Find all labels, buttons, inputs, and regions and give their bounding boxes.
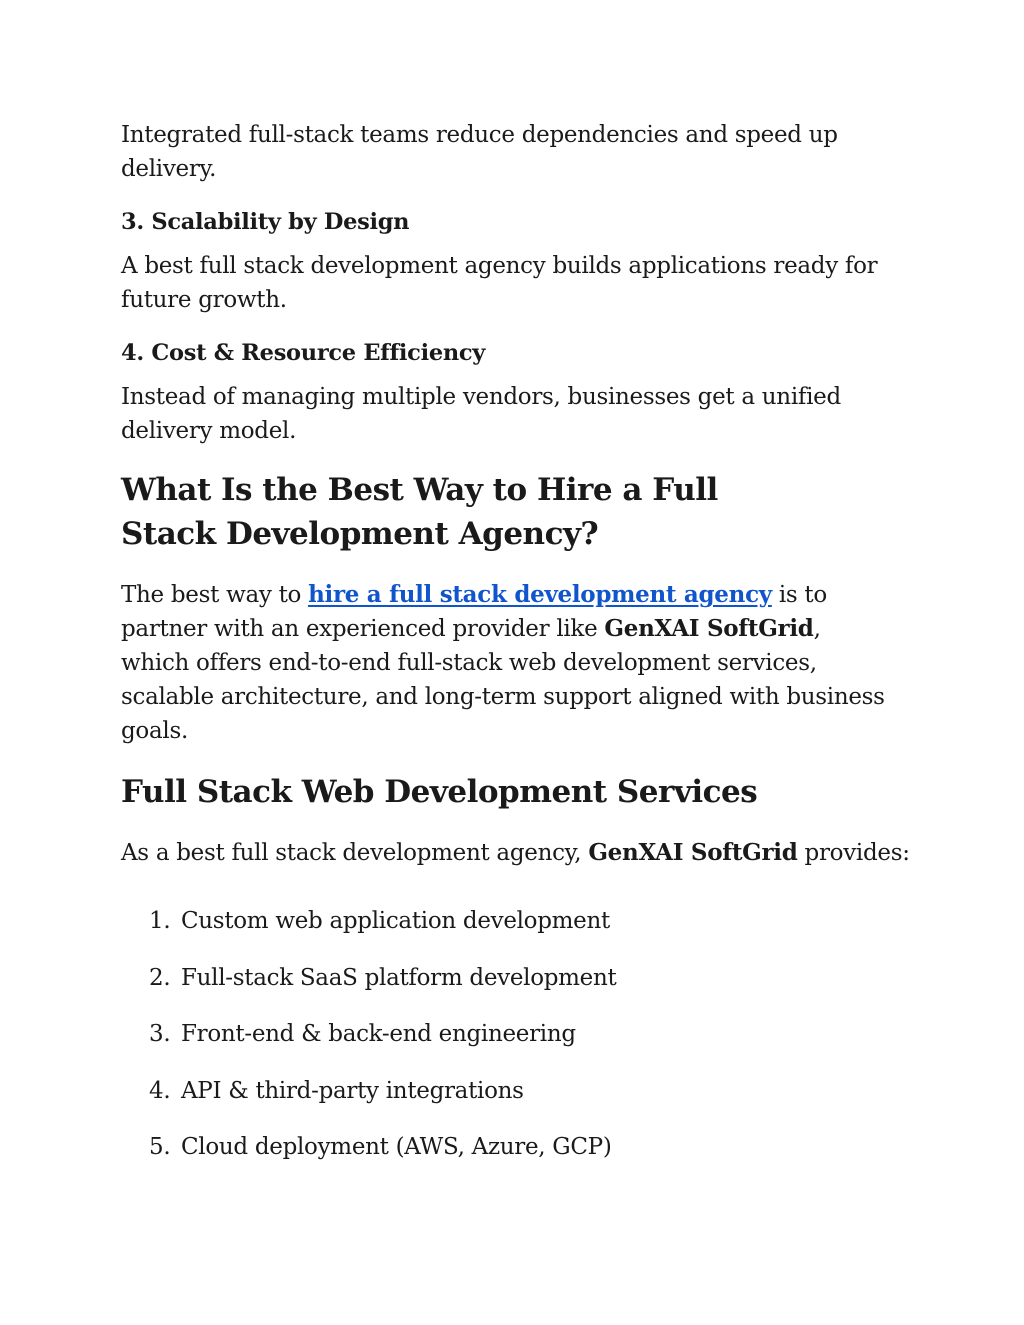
list-item-label: Cloud deployment (AWS, Azure, GCP) xyxy=(181,1134,612,1160)
intro-paragraph: Integrated full-stack teams reduce dependencies and speed up delivery. xyxy=(121,122,838,182)
benefit-heading-cost-efficiency: 4. Cost & Resource Efficiency xyxy=(121,340,486,366)
list-item xyxy=(149,1074,891,1108)
list-item-number: 2. xyxy=(149,964,171,991)
list-item-label: Custom web application development xyxy=(181,908,610,934)
company-name: GenXAI SoftGrid xyxy=(604,615,814,642)
benefit-text-cost-efficiency: Instead of managing multiple vendors, businesses get a unified delivery model. xyxy=(121,384,841,444)
list-item-number: 3. xyxy=(149,1021,171,1047)
benefit-heading-scalability: 3. Scalability by Design xyxy=(121,209,410,235)
hire-text-start: The best way to xyxy=(121,582,309,608)
list-item-number: 4. xyxy=(149,1077,171,1104)
services-intro xyxy=(121,836,911,870)
document-page xyxy=(121,118,910,1187)
company-name: GenXAI SoftGrid xyxy=(588,839,798,866)
list-item-label: Front-end & back-end engineering xyxy=(181,1021,576,1047)
services-intro-end: provides: xyxy=(797,840,910,866)
hire-text-end: , which offers end-to-end full-stack web development services, scalable architecture, and long-term support aligned with business goals. xyxy=(121,616,885,744)
list-item xyxy=(149,904,891,938)
hire-agency-link[interactable]: hire a full stack development agency xyxy=(308,581,772,608)
services-list xyxy=(149,904,891,1164)
benefit-text-scalability: A best full stack development agency builds applications ready for future growth. xyxy=(121,253,878,313)
list-item xyxy=(149,961,891,995)
list-item-number: 5. xyxy=(149,1134,171,1160)
list-item-number: 1. xyxy=(149,908,171,934)
hire-text-middle: is to partner with an experienced provider like xyxy=(121,582,827,642)
hire-section-paragraph xyxy=(121,578,886,748)
list-item-label: API & third-party integrations xyxy=(181,1077,524,1104)
hire-section-heading: What Is the Best Way to Hire a Full Stack Development Agency? xyxy=(121,472,718,552)
list-item-label: Full-stack SaaS platform development xyxy=(181,964,617,991)
services-section-heading: Full Stack Web Development Services xyxy=(121,774,758,810)
list-item xyxy=(149,1017,891,1051)
list-item xyxy=(149,1130,891,1164)
services-intro-start: As a best full stack development agency, xyxy=(121,840,589,866)
